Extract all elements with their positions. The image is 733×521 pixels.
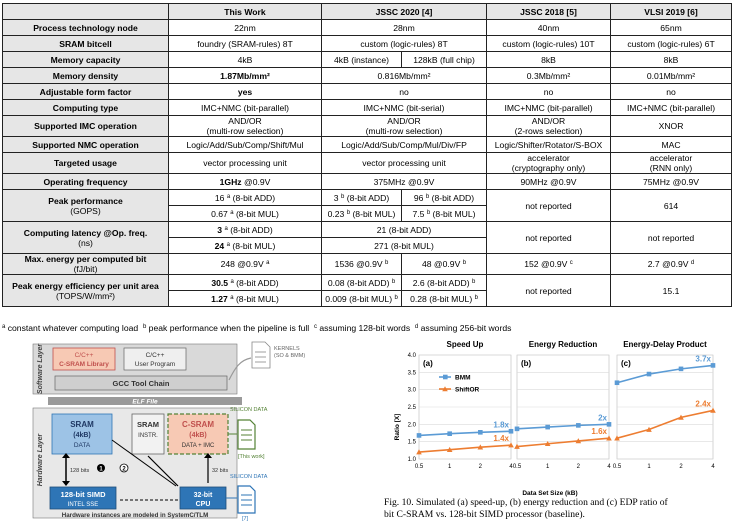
table-cell: [322, 275, 402, 291]
footnote-mark: b: [346, 209, 351, 216]
table-cell: [169, 116, 322, 137]
table-cell: Logic/Add/Sub/Comp/Mul/Div/FP: [322, 137, 487, 153]
table-cell: 8kB: [487, 52, 611, 68]
table-cell: [322, 116, 487, 137]
cell-value: 7.5: [412, 208, 425, 219]
row-label-main: Peak performance: [48, 195, 123, 206]
table-cell: [402, 206, 487, 222]
table-cell: XNOR: [611, 116, 732, 137]
table-row: [3, 36, 732, 52]
table-cell: yes: [169, 84, 322, 100]
row-label-unit: (GOPS): [70, 205, 101, 216]
freq-value: 1GHz: [219, 176, 242, 187]
table-cell: [169, 291, 322, 307]
cell-value: 96: [413, 192, 424, 203]
table-cell: IMC+NMC (bit-parallel): [611, 100, 732, 116]
y-tick-label: 3.5: [407, 370, 416, 377]
footnote-mark: b: [391, 278, 396, 285]
x-tick-label: 2: [576, 464, 581, 470]
table-cell: not reported: [487, 190, 611, 222]
table-cell: [169, 275, 322, 291]
row-label: Memory density: [3, 68, 169, 84]
header-empty: [3, 4, 169, 20]
table-cell: 22nm: [169, 20, 322, 36]
y-axis-label: Ratio [X]: [394, 413, 401, 441]
table-cell: [169, 254, 322, 275]
row-label-main: Max. energy per computed bit: [24, 254, 147, 264]
sram-instr-line2: INSTR.: [138, 433, 158, 439]
cell-line: (2-rows selection): [514, 126, 583, 136]
table-cell: no: [322, 84, 487, 100]
table-cell: not reported: [487, 222, 611, 254]
chart-title: Energy Reduction: [528, 340, 598, 349]
architecture-diagram: [30, 340, 320, 521]
cell-value: 1.27: [211, 293, 228, 304]
footnote-c: assuming 128-bit words: [319, 323, 411, 333]
table-row: [3, 52, 732, 68]
table-cell: Logic/Add/Sub/Comp/Shift/Mul: [169, 137, 322, 153]
footnote-mark: c: [313, 324, 317, 330]
table-cell: [322, 190, 402, 206]
caption-line-1: Fig. 10. Simulated (a) speed-up, (b) energy reduction and (c) EDP ratio of: [384, 497, 668, 508]
user-program-line2: User Program: [134, 361, 176, 368]
kernels-label: KERNELS: [274, 346, 300, 352]
cell-line: (cryptography only): [511, 163, 586, 173]
table-cell: no: [487, 84, 611, 100]
table-cell: [487, 254, 611, 275]
x-tick-label: 1: [447, 464, 452, 470]
table-cell: IMC+NMC (bit-parallel): [169, 100, 322, 116]
table-cell: [169, 238, 322, 254]
table-row: [3, 153, 732, 174]
table-cell: 0.816Mb/mm²: [322, 68, 487, 84]
simd-line2: INTEL SSE: [67, 502, 99, 508]
cell-line: AND/OR: [387, 116, 421, 126]
cell-value: 2.7 @0.9V: [647, 259, 689, 269]
table-cell: 271 (8-bit MUL): [322, 238, 487, 254]
table-footnotes: [2, 323, 511, 333]
cell-value: 48 @0.9V: [421, 259, 461, 269]
footnote-mark: a: [226, 193, 231, 200]
silicon-data-label-1: SILICON DATA: [230, 407, 268, 413]
marker-1-label: 1: [99, 466, 103, 473]
y-tick-label: 2.5: [407, 405, 416, 411]
table-header-row: [3, 4, 732, 20]
comparison-table: [2, 3, 732, 307]
data-label: 1.8x: [493, 420, 509, 430]
header-this-work: This Work: [169, 4, 322, 20]
data-point: [576, 423, 581, 428]
footnote-mark: a: [2, 324, 6, 330]
row-label: Supported NMC operation: [3, 137, 169, 153]
elf-label: ELF File: [132, 398, 158, 406]
x-tick-label: 4: [711, 464, 715, 470]
y-tick-label: 3.0: [407, 387, 416, 394]
data-point: [647, 372, 652, 377]
footnote-mark: a: [224, 225, 228, 232]
table-cell: [611, 153, 732, 174]
footnote-mark: a: [226, 241, 230, 248]
table-cell: foundry (SRAM-rules) 8T: [169, 36, 322, 52]
ratio-charts: [385, 337, 733, 497]
table-cell: 40nm: [487, 20, 611, 36]
legend-marker: [443, 375, 448, 380]
table-cell: [169, 222, 322, 238]
header-jssc-2020: JSSC 2020 [4]: [322, 4, 487, 20]
software-layer-label: Software Layer: [37, 343, 44, 395]
table-row: [3, 174, 732, 190]
user-program-line1: C/C++: [145, 352, 165, 359]
cell-line: (RNN only): [649, 163, 693, 173]
hardware-note: Hardware instances are modeled in SystemC/TLM: [61, 512, 209, 519]
kernels-document-icon: [252, 342, 270, 368]
table-cell: 65nm: [611, 20, 732, 36]
table-cell: 15.1: [611, 275, 732, 307]
data-label: 1.4x: [493, 434, 509, 444]
cell-line: AND/OR: [228, 116, 262, 126]
footnote-d: assuming 256-bit words: [420, 323, 512, 333]
table-cell: [322, 291, 402, 307]
footnote-mark: c: [569, 260, 573, 266]
table-cell: 4kB: [169, 52, 322, 68]
footnote-mark: d: [414, 324, 419, 330]
row-label: [3, 222, 169, 254]
row-label: Adjustable form factor: [3, 84, 169, 100]
panel-label: (a): [423, 359, 433, 368]
data-label: 1.6x: [591, 427, 607, 437]
footnote-mark: a: [230, 209, 234, 216]
kernels-sublabel: (SO & BMM): [274, 353, 306, 359]
x-tick-label: 1: [647, 464, 651, 470]
table-row: [3, 222, 732, 238]
table-cell: IMC+NMC (bit-serial): [322, 100, 487, 116]
csram-line1: C-SRAM: [182, 420, 214, 429]
data-point: [679, 367, 684, 372]
y-tick-label: 1.0: [407, 457, 416, 463]
table-cell: [322, 254, 402, 275]
table-cell: 1.87Mb/mm²: [169, 68, 322, 84]
table-cell: [402, 254, 487, 275]
row-label: Operating frequency: [3, 174, 169, 190]
table-cell: vector processing unit: [322, 153, 487, 174]
table-row: [3, 254, 732, 275]
footnote-mark: b: [394, 294, 398, 301]
x-tick-label: 4: [509, 464, 513, 470]
data-point: [607, 422, 612, 427]
cell-line: accelerator: [649, 153, 693, 163]
csram-library-line1: C/C++: [74, 352, 94, 359]
x-tick-label: 0.5: [612, 464, 622, 470]
footnote-mark: b: [426, 209, 431, 216]
csram-library-line2: C-SRAM Library: [59, 361, 109, 368]
silicon-data-document-icon: [238, 420, 255, 449]
sram-data-line3: DATA: [73, 442, 91, 449]
data-point: [615, 380, 620, 385]
footnote-mark: a: [230, 278, 234, 285]
cell-text: (8-bit ADD): [236, 277, 279, 288]
table-cell: vector processing unit: [169, 153, 322, 174]
x-tick-label: 4: [607, 464, 611, 470]
table-cell: 614: [611, 190, 732, 222]
row-label: [3, 190, 169, 222]
table-cell: 4kB (instance): [322, 52, 402, 68]
table-cell: 75MHz @0.9V: [611, 174, 732, 190]
data-point: [447, 431, 452, 436]
cell-value: 2.6 (8-bit ADD): [412, 277, 470, 288]
footnote-mark: d: [690, 260, 695, 266]
footnote-a: constant whatever computing load: [7, 323, 139, 333]
cell-text: (8-bit MUL): [232, 240, 276, 251]
footnote-mark: a: [266, 260, 270, 266]
cell-text: (8-bit MUL): [432, 208, 476, 219]
data-label: 2x: [598, 413, 607, 423]
table-cell: 90MHz @0.9V: [487, 174, 611, 190]
chart-panel-energy-reduction: [513, 340, 612, 470]
cell-value: 16: [214, 192, 225, 203]
cell-value: 3: [333, 192, 339, 203]
table-cell: [402, 275, 487, 291]
row-label: [3, 275, 169, 307]
table-cell: not reported: [611, 222, 732, 254]
footnote-mark: a: [230, 294, 234, 301]
data-point: [509, 429, 514, 434]
sram-instr-line1: SRAM: [136, 420, 160, 429]
silicon-data-label-2: SILICON DATA: [230, 474, 268, 480]
cell-value: 0.23: [327, 208, 345, 219]
table-row: [3, 137, 732, 153]
this-work-ref: [This work]: [238, 454, 265, 460]
cpu-line2: CPU: [195, 501, 211, 508]
table-row: [3, 116, 732, 137]
row-label-main: Peak energy efficiency per unit area: [12, 280, 159, 291]
cell-text: (8-bit MUL): [235, 293, 279, 304]
row-label-unit: (ns): [78, 237, 93, 248]
chart-title: Speed Up: [446, 340, 484, 349]
panel-label: (c): [621, 359, 631, 368]
csram-line3: DATA + IMC: [181, 443, 215, 449]
table-cell: [487, 116, 611, 137]
cell-value: 0.009 (8-bit MUL): [325, 293, 393, 304]
table-cell: 0.3Mb/mm²: [487, 68, 611, 84]
cell-value: 0.28 (8-bit MUL): [410, 293, 473, 304]
chart-title: Energy-Delay Product: [623, 340, 707, 349]
footnote-mark: b: [142, 324, 147, 330]
cell-line: (multi-row selection): [365, 126, 443, 136]
x-tick-label: 0.5: [512, 464, 522, 470]
cell-value: 1536 @0.9V: [334, 259, 383, 269]
figure-caption: [384, 497, 733, 521]
caption-line-2: bit C-SRAM vs. 128-bit SIMD processor (baseline).: [384, 509, 585, 520]
table-cell: [487, 153, 611, 174]
table-row: [3, 275, 732, 291]
data-label: 3.7x: [695, 354, 711, 364]
cell-line: AND/OR: [531, 116, 566, 126]
chart-panel-edp: [613, 340, 716, 470]
y-tick-label: 2.0: [407, 422, 416, 429]
cell-text: (8-bit ADD): [232, 192, 276, 203]
cell-text: (8-bit ADD): [230, 224, 273, 235]
table-row: [3, 68, 732, 84]
sram-data-line1: SRAM: [70, 420, 94, 429]
row-label: Supported IMC operation: [3, 116, 169, 137]
cell-value: 30.5: [211, 277, 229, 288]
legend-label: BMM: [455, 374, 471, 382]
row-label: Process technology node: [3, 20, 169, 36]
row-label: SRAM bitcell: [3, 36, 169, 52]
cell-text: (8-bit MUL): [235, 208, 279, 219]
x-tick-label: 0.5: [414, 464, 424, 470]
cell-text: (8-bit ADD): [431, 192, 475, 203]
x-axis-label: Data Set Size (kB): [522, 490, 578, 497]
cell-text: (8-bit ADD): [346, 192, 390, 203]
row-label-unit: (fJ/bit): [73, 264, 98, 274]
row-label: Memory capacity: [3, 52, 169, 68]
table-cell: custom (logic-rules) 8T: [322, 36, 487, 52]
table-cell: [169, 190, 322, 206]
row-label: Targeted usage: [3, 153, 169, 174]
header-vlsi-2019: VLSI 2019 [6]: [611, 4, 732, 20]
table-cell: [322, 206, 402, 222]
y-tick-label: 4.0: [407, 353, 416, 359]
footnote-mark: b: [340, 193, 345, 200]
table-cell: 128kB (full chip): [402, 52, 487, 68]
cell-value: 248 @0.9V: [220, 259, 264, 269]
cell-line: accelerator: [527, 153, 570, 163]
table-cell: not reported: [487, 275, 611, 307]
table-cell: [169, 206, 322, 222]
row-label: Computing type: [3, 100, 169, 116]
legend-label: ShiftOR: [455, 386, 480, 394]
table-cell: 375MHz @0.9V: [322, 174, 487, 190]
cell-text: (8-bit MUL): [352, 208, 396, 219]
footnote-mark: b: [471, 278, 476, 285]
table-cell: [169, 174, 322, 190]
data-point: [711, 363, 716, 368]
x-tick-label: 2: [679, 464, 683, 470]
row-label: [3, 254, 169, 275]
row-label-main: Computing latency @Op. freq.: [23, 227, 148, 238]
data-point: [545, 425, 550, 430]
table-cell: 21 (8-bit ADD): [322, 222, 487, 238]
bits-128-label: 128 bits: [70, 468, 90, 474]
y-tick-label: 1.5: [407, 439, 416, 446]
marker-2-label: 2: [122, 466, 126, 473]
cell-line: (multi-row selection): [206, 126, 284, 136]
footnote-b: peak performance when the pipeline is full: [148, 323, 310, 333]
footnote-mark: b: [462, 260, 467, 266]
cell-value: 0.08 (8-bit ADD): [327, 277, 390, 288]
data-point: [515, 427, 520, 432]
row-label-unit: (TOPS/W/mm²): [55, 290, 116, 301]
x-tick-label: 1: [545, 464, 550, 470]
header-jssc-2018: JSSC 2018 [5]: [487, 4, 611, 20]
chart-panel-speed-up: [408, 340, 514, 470]
table-cell: no: [611, 84, 732, 100]
simd-line1: 128-bit SIMD: [60, 490, 106, 499]
data-point: [478, 430, 483, 435]
table-cell: [402, 291, 487, 307]
footnote-mark: b: [474, 294, 478, 301]
cell-value: 3: [217, 224, 223, 235]
table-cell: [611, 254, 732, 275]
table-cell: 0.01Mb/mm²: [611, 68, 732, 84]
silicon-data-document-icon: [238, 486, 255, 513]
cell-value: 24: [214, 240, 225, 251]
freq-voltage: @0.9V: [243, 176, 271, 187]
csram-line2: (4kB): [189, 432, 207, 439]
ref-7: [7]: [242, 516, 249, 521]
panel-label: (b): [521, 359, 532, 368]
toolchain-label: GCC Tool Chain: [112, 379, 170, 388]
table-row: [3, 20, 732, 36]
cell-value: 0.67: [211, 208, 228, 219]
cpu-line1: 32-bit: [193, 492, 213, 499]
cell-value: 152 @0.9V: [524, 259, 568, 269]
table-cell: custom (logic-rules) 10T: [487, 36, 611, 52]
table-cell: 8kB: [611, 52, 732, 68]
table-row: [3, 84, 732, 100]
sram-data-line2: (4kB): [73, 432, 91, 439]
table-cell: MAC: [611, 137, 732, 153]
x-tick-label: 2: [478, 464, 483, 470]
data-point: [417, 433, 422, 438]
table-cell: custom (logic-rules) 6T: [611, 36, 732, 52]
table-row: [3, 100, 732, 116]
table-cell: Logic/Shifter/Rotator/S-BOX: [487, 137, 611, 153]
table-cell: 28nm: [322, 20, 487, 36]
table-cell: IMC+NMC (bit-parallel): [487, 100, 611, 116]
bits-32-label: 32 bits: [212, 468, 229, 474]
table-row: [3, 190, 732, 206]
footnote-mark: b: [425, 193, 430, 200]
data-label: 2.4x: [695, 399, 711, 409]
footnote-mark: b: [384, 260, 389, 266]
table-cell: [402, 190, 487, 206]
hardware-layer-label: Hardware Layer: [37, 433, 44, 487]
